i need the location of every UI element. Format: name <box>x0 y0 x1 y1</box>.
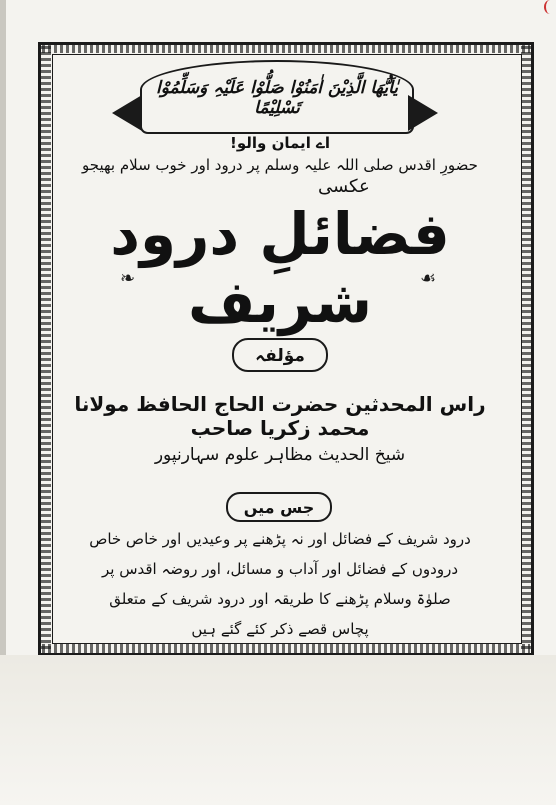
corner-mark <box>544 0 556 14</box>
author-name: راس المحدثین حضرت الحاج الحافظ مولانا محمد زکریا صاحب <box>74 392 486 440</box>
contents-label: جس میں <box>226 492 332 522</box>
mualif-label: مؤلفہ <box>232 338 328 372</box>
description-line-4: پچاس قصے ذکر کئے گئے ہیں <box>191 620 369 638</box>
border-chain-top <box>42 44 530 53</box>
aksi-label: عکسی <box>318 176 370 197</box>
ornament-left: ❧ <box>120 268 136 289</box>
quran-verse: یٰاَیُّھَا الَّذِیْنَ اٰمَنُوْا صَلُّوْا عَلَیْہِ وَسَلِّمُوْا تَسْلِیْمًا <box>155 77 399 118</box>
border-chain-right <box>521 46 531 652</box>
ornament-right: ☙ <box>420 268 437 289</box>
border-chain-left <box>41 46 51 652</box>
page-lower-margin <box>0 655 556 805</box>
verse-banner <box>140 60 414 134</box>
author-position: شیخ الحدیث مظاہر علوم سہارنپور <box>154 445 406 465</box>
description-line-3: صلوٰۃ وسلام پڑھنے کا طریقہ اور درود شریف کے متعلق <box>109 590 451 608</box>
intro-line-1: اے ایمان والو! <box>230 134 330 152</box>
border-chain-bottom <box>42 644 530 653</box>
book-title: فضائلِ درود شریف <box>110 200 450 336</box>
intro-line-2: حضورِ اقدس صلی اللہ علیہ وسلم پر درود اور خوب سلام بھیجو <box>82 156 478 174</box>
description-line-2: درودوں کے فضائل اور آداب و مسائل، اور روضہ اقدس پر <box>101 560 459 578</box>
banner-ribbon-left <box>112 95 142 131</box>
description-line-1: درود شریف کے فضائل اور نہ پڑھنے پر وعیدیں اور خاص خاص <box>89 530 471 548</box>
